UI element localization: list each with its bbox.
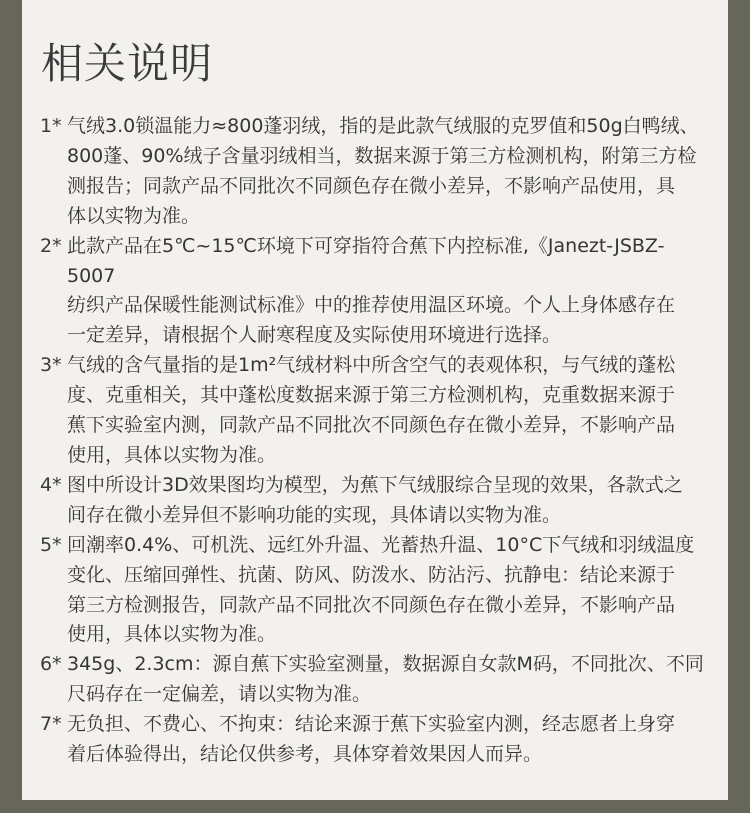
note-line: 无负担、不费心、不拘束：结论来源于蕉下实验室内测，经志愿者上身穿 [67,713,676,736]
note-text [67,531,712,651]
note-marker: 2* [40,234,62,257]
note-line: 间存在微小差异但不影响功能的实现，具体请以实物为准。 [67,503,562,526]
note-item-6 [40,650,712,710]
note-line: 变化、压缩回弹性、抗菌、防风、防泼水、防沾污、抗静电：结论来源于 [67,563,676,586]
note-line: 回潮率0.4%、可机洗、远红外升温、光蓄热升温、10°C下气绒和羽绒温度 [67,533,695,556]
note-line: 蕉下实验室内测，同款产品不同批次不同颜色存在微小差异，不影响产品 [67,414,676,437]
note-marker: 5* [40,533,62,556]
note-line: 使用，具体以实物为准。 [67,623,277,646]
note-line: 此款产品在5℃~15℃环境下可穿指符合蕉下内控标准,《Janezt-JSBZ-5007 [67,234,665,287]
note-text [67,351,712,471]
note-marker: 4* [40,473,62,496]
note-item-1 [40,112,712,232]
note-line: 345g、2.3cm：源自蕉下实验室测量，数据源自女款M码，不同批次、不同 [67,653,704,676]
note-text [67,650,712,710]
note-line: 着后体验得出，结论仅供参考，具体穿着效果因人而异。 [67,743,543,766]
note-line: 第三方检测报告，同款产品不同批次不同颜色存在微小差异，不影响产品 [67,593,676,616]
note-text [67,112,712,232]
note-item-2 [40,232,712,352]
note-text [67,471,712,531]
note-line: 气绒的含气量指的是1m²气绒材料中所含空气的表观体积，与气绒的蓬松 [67,354,676,377]
note-line: 体以实物为准。 [67,204,201,227]
note-item-3 [40,351,712,471]
notes-panel [22,0,728,800]
note-marker: 7* [40,713,62,736]
note-line: 测报告；同款产品不同批次不同颜色存在微小差异，不影响产品使用，具 [67,174,676,197]
note-line: 度、克重相关，其中蓬松度数据来源于第三方检测机构，克重数据来源于 [67,384,676,407]
note-line: 一定差异，请根据个人耐寒程度及实际使用环境进行选择。 [67,324,562,347]
note-text [67,710,712,770]
note-item-5 [40,531,712,651]
note-line: 800蓬、90%绒子含量羽绒相当，数据来源于第三方检测机构，附第三方检 [67,144,697,167]
note-item-7 [40,710,712,770]
note-item-4 [40,471,712,531]
note-line: 气绒3.0锁温能力≈800蓬羽绒，指的是此款气绒服的克罗值和50g白鸭绒、 [67,115,699,137]
note-marker: 1* [40,115,62,137]
notes-list [40,112,712,770]
note-line: 纺织产品保暖性能测试标准》中的推荐使用温区环境。个人上身体感存在 [67,294,676,317]
note-line: 使用，具体以实物为准。 [67,443,277,466]
note-text [67,232,712,352]
page-title: 相关说明 [41,39,214,88]
note-line: 图中所设计3D效果图均为模型，为蕉下气绒服综合呈现的效果，各款式之 [67,473,683,496]
note-marker: 3* [40,354,62,377]
note-line: 尺码存在一定偏差，请以实物为准。 [67,683,372,706]
note-marker: 6* [40,653,62,676]
